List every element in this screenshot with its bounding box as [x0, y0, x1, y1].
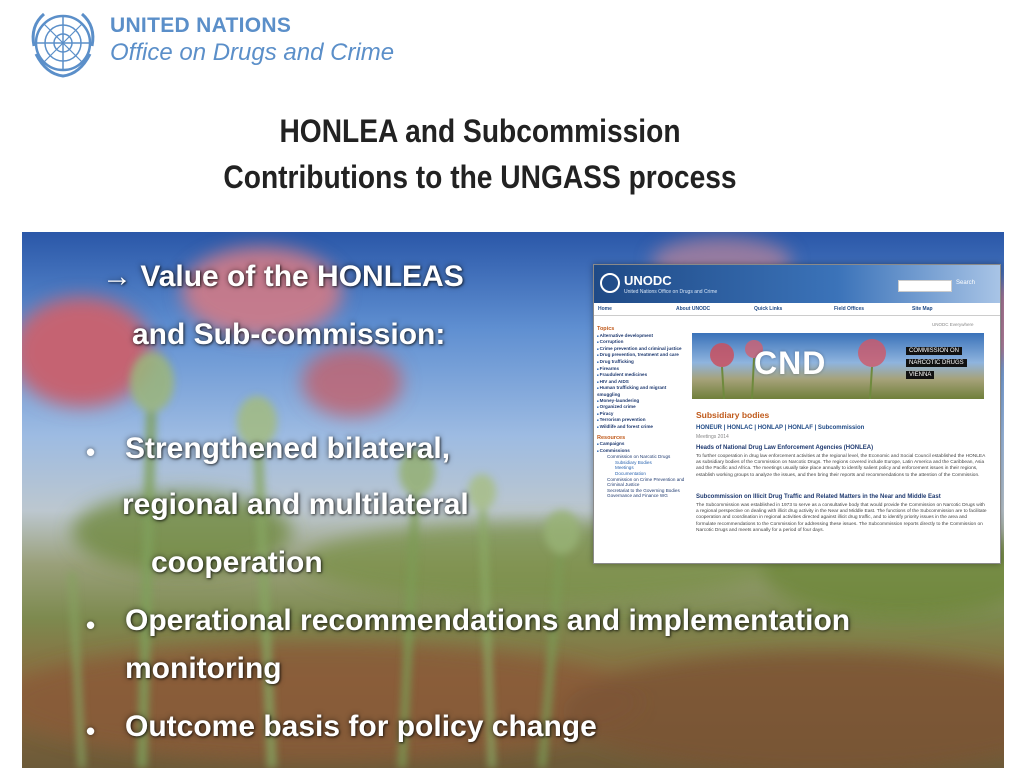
topic-item[interactable]: ■ Fraudulent medicines	[597, 372, 685, 379]
topic-item[interactable]: ■ Organized crime	[597, 404, 685, 411]
cnd-banner-text: CND	[754, 345, 827, 381]
webpage-sidebar	[597, 325, 685, 499]
slide-title	[0, 108, 960, 200]
nav-item-about[interactable]: About UNODC	[676, 306, 711, 312]
topic-item[interactable]: ■ Money-laundering	[597, 398, 685, 405]
bullet-1-line-2: regional and multilateral	[122, 488, 469, 521]
value-heading-line-2: and Sub-commission:	[132, 318, 446, 351]
cnd-banner-label: NARCOTIC DRUGS	[906, 359, 967, 367]
subsidiary-links[interactable]: HONEUR | HONLAC | HONLAP | HONLAF | Subcommission	[696, 425, 865, 431]
value-heading-line-1: → Value of the HONLEAS	[102, 260, 464, 293]
cnd-sub-item[interactable]: Documentation	[615, 471, 646, 477]
topic-item[interactable]: ■ Drug prevention, treatment and care	[597, 352, 685, 359]
org-line-1: UNITED NATIONS	[110, 14, 292, 37]
section-text-subcommission: The Subcommission was established in 1973 to serve as a consultative body that would provide the Commission on Narcotic Drugs with a regional perspective on dealing with illicit drug activity in the Near and Middle East. The functions of the Subcommission are to facilitate cooperation and coordination in regional activities directed against illicit drug traffic, and to identify priority issues in the area and formulate recommendations to the Commission for addressing these issues. The Subcommission reports directly to the Commission on Narcotic Drugs and meets annually for a period of four days.	[696, 503, 987, 533]
nav-item-quick-links[interactable]: Quick Links	[754, 306, 783, 312]
bullet-2-line-2: monitoring	[125, 652, 282, 685]
bullet-1-line-1: Strengthened bilateral,	[125, 432, 451, 465]
topic-item[interactable]: ■ Piracy	[597, 411, 685, 418]
topic-item[interactable]: ■ Alternative development	[597, 333, 685, 340]
cnd-banner-label: VIENNA	[906, 371, 934, 379]
un-globe-icon	[600, 273, 620, 293]
section-text-honlea: To further cooperation in drug law enforcement activities at the regional level, the Economic and Social Council established the HONLEA as subsidiary bodies of the Commission on Narcotic Drugs. The regions covered include Europe, Latin America and the Caribbean, Asia and the Pacific and Africa. The meetings usually take place annually to identify salient policy and enforcement issues in their regions, establish working groups to analyze the issues, and then bring their reports and recommendations to the attention of the Commission.	[696, 454, 986, 478]
topic-item[interactable]: ■ Crime prevention and criminal justice	[597, 346, 685, 353]
webpage-nav	[594, 305, 1000, 316]
resource-item[interactable]: ■ Commissions	[597, 448, 685, 455]
commission-item[interactable]: Secretariat to the Governing Bodies	[607, 487, 680, 493]
hero-background	[22, 232, 1004, 768]
org-line-2: Office on Drugs and Crime	[110, 39, 395, 66]
bullet-3-line-1: Outcome basis for policy change	[125, 710, 597, 743]
cnd-sub-item[interactable]: Subsidiary Bodies	[615, 459, 652, 465]
nav-item-home[interactable]: Home	[598, 306, 612, 312]
commission-item[interactable]: Commission on Crime Prevention and Criminal Justice	[607, 476, 685, 488]
unodc-everywhere-link[interactable]: UNODC Everywhere	[932, 322, 974, 327]
cnd-banner-label: COMMISSION ON	[906, 347, 962, 355]
cnd-sub-item[interactable]: Meetings	[615, 465, 634, 471]
title-line-1: HONLEA and Subcommission	[279, 113, 681, 149]
subsidiary-heading: Subsidiary bodies	[696, 410, 770, 420]
webpage-search-button[interactable]: Search	[956, 280, 976, 286]
bullet-2-line-1: Operational recommendations and implementation	[125, 604, 851, 637]
commission-item[interactable]: Governance and Finance WG	[607, 493, 668, 499]
bullet-marker: •	[86, 610, 96, 640]
bullet-1-line-3: cooperation	[151, 546, 323, 579]
resource-item[interactable]: ■ Campaigns	[597, 441, 685, 448]
topic-item[interactable]: ■ Wildlife and forest crime	[597, 424, 685, 431]
nav-item-site-map[interactable]: Site Map	[912, 306, 933, 312]
webpage-brand: UNODC	[624, 273, 672, 288]
section-heading-honlea: Heads of National Drug Law Enforcement Agencies (HONLEA)	[696, 445, 874, 451]
topic-item[interactable]: ■ Corruption	[597, 339, 685, 346]
bullet-marker: •	[86, 437, 96, 467]
topic-item[interactable]: ■ Terrorism prevention	[597, 417, 685, 424]
commission-item[interactable]: Commission on Narcotic Drugs	[607, 454, 671, 460]
nav-item-field-offices[interactable]: Field Offices	[834, 306, 865, 312]
section-heading-subcommission: Subcommission on Illicit Drug Traffic and Related Matters in the Near and Middle East	[696, 494, 941, 500]
meetings-link[interactable]: Meetings 2014	[696, 434, 729, 440]
resources-heading: Resources	[597, 434, 626, 441]
webpage-brand-sub: United Nations Office on Drugs and Crime	[624, 289, 718, 295]
topic-item[interactable]: ■ Firearms	[597, 366, 685, 373]
topic-item[interactable]: ■ HIV and AIDS	[597, 379, 685, 386]
topics-heading: Topics	[597, 326, 615, 332]
un-emblem-icon	[26, 6, 100, 80]
bullet-marker: •	[86, 716, 96, 746]
unodc-webpage-screenshot	[593, 264, 1001, 564]
webpage-header	[594, 265, 1000, 303]
webpage-search-input[interactable]	[898, 280, 952, 292]
organization-name	[110, 14, 394, 68]
topic-item[interactable]: ■ Human trafficking and migrant smuggling	[597, 385, 685, 397]
title-line-2: Contributions to the UNGASS process	[223, 159, 737, 195]
topic-item[interactable]: ■ Drug trafficking	[597, 359, 685, 366]
